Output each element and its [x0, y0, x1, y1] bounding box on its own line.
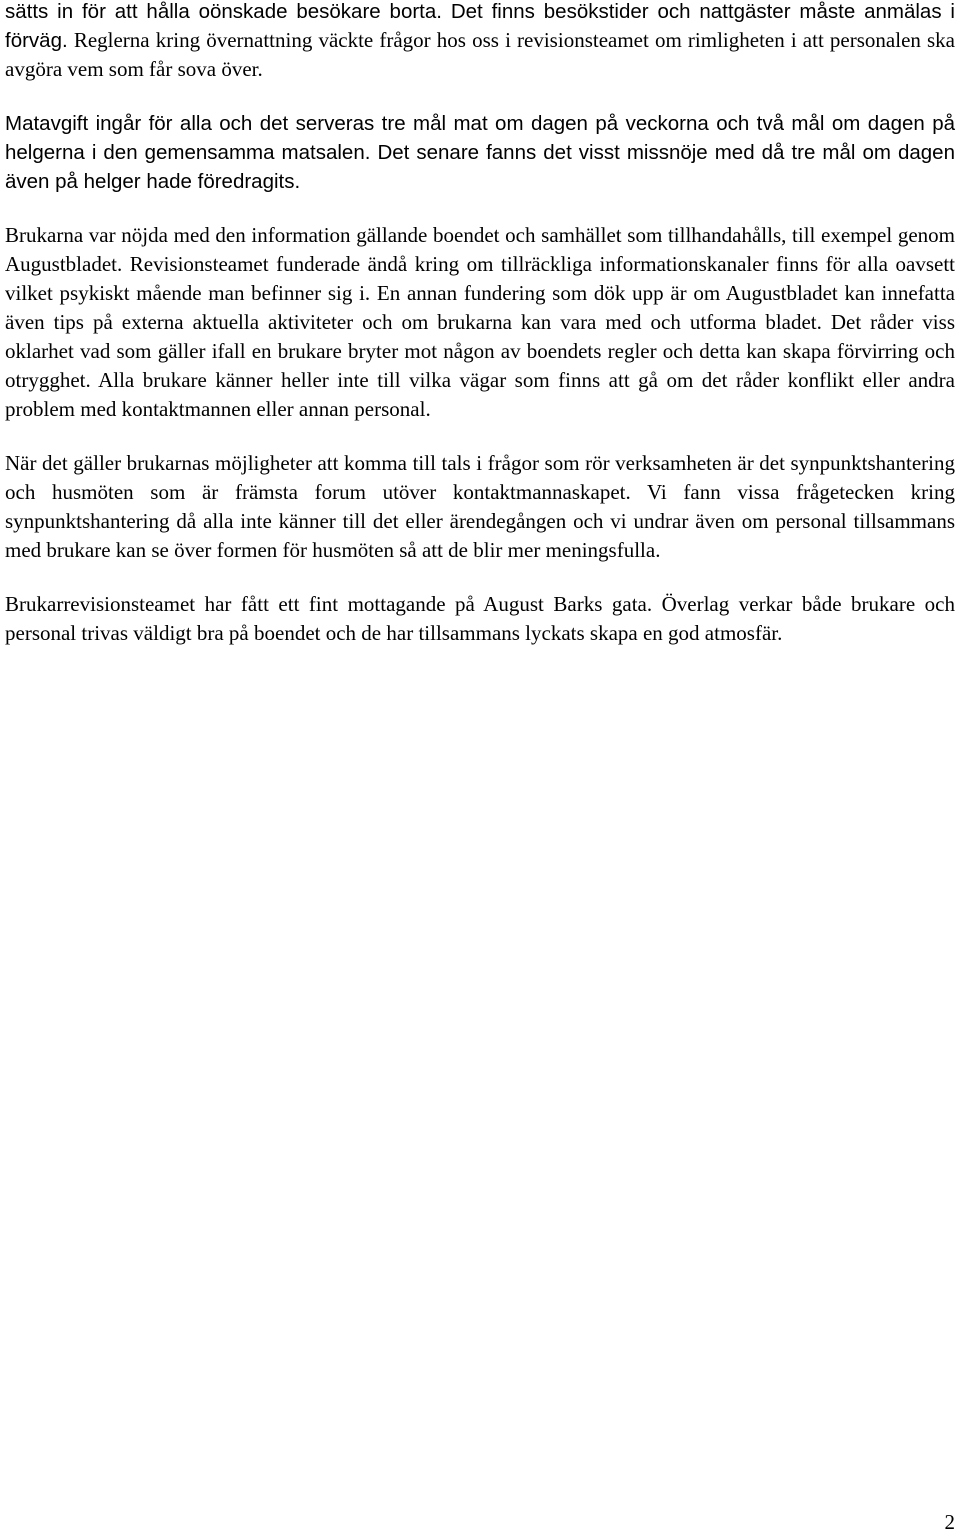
page-body — [5, 0, 955, 673]
paragraph-meals: Matavgift ingår för alla och det serveras tre mål mat om dagen på veckorna och två mål om dagen på helgerna i den gemensamma matsalen. Det senare fanns det visst missnöje med då tre mål om dagen även på helger hade föredragits. — [5, 112, 955, 193]
visiting-rules-text: sätts in för att hålla oönskade besökare borta. Det finns besökstider och nattgäster måste anmälas i förväg. — [5, 0, 955, 52]
overnight-rules-text: Reglerna kring övernattning väckte frågor hos oss i revisionsteamet om rimligheten i att personalen ska avgöra vem som får sova över. — [5, 28, 956, 81]
paragraph-visiting-rules — [5, 0, 955, 84]
paragraph-information: Brukarna var nöjda med den information gällande boendet och samhället som tillhandahålls, till exempel genom Augustbladet. Revisionsteamet funderade ändå kring om tillräckliga informationskanaler finns för alla oavsett vilket psykiskt mående man befinner sig i. En annan fundering som dök upp är om Augustbladet kan innefatta även tips på externa aktuella aktiviteter och om brukarna kan vara med och utforma bladet. Det råder viss oklarhet vad som gäller ifall en brukare bryter mot någon av boendets regler och detta kan skapa förvirring och otrygghet. Alla brukare känner heller inte till vilka vägar som finns att gå om det råder konflikt eller andra problem med kontaktmannen eller annan personal. — [5, 223, 955, 421]
paragraph-conclusion: Brukarrevisionsteamet har fått ett fint mottagande på August Barks gata. Överlag verkar både brukare och personal trivas väldigt bra på boendet och de har tillsammans lyckats skapa en god atmosfär. — [5, 592, 955, 645]
paragraph-influence: När det gäller brukarnas möjligheter att komma till tals i frågor som rör verksamheten är det synpunktshantering och husmöten som är främsta forum utöver kontaktmannaskapet. Vi fann vissa frågetecken kring synpunktshantering då alla inte känner till det eller ärendegången och vi undrar även om personal tillsammans med brukare kan se över formen för husmöten så att de blir mer meningsfulla. — [5, 451, 955, 562]
page-number: 2 — [944, 1510, 955, 1534]
